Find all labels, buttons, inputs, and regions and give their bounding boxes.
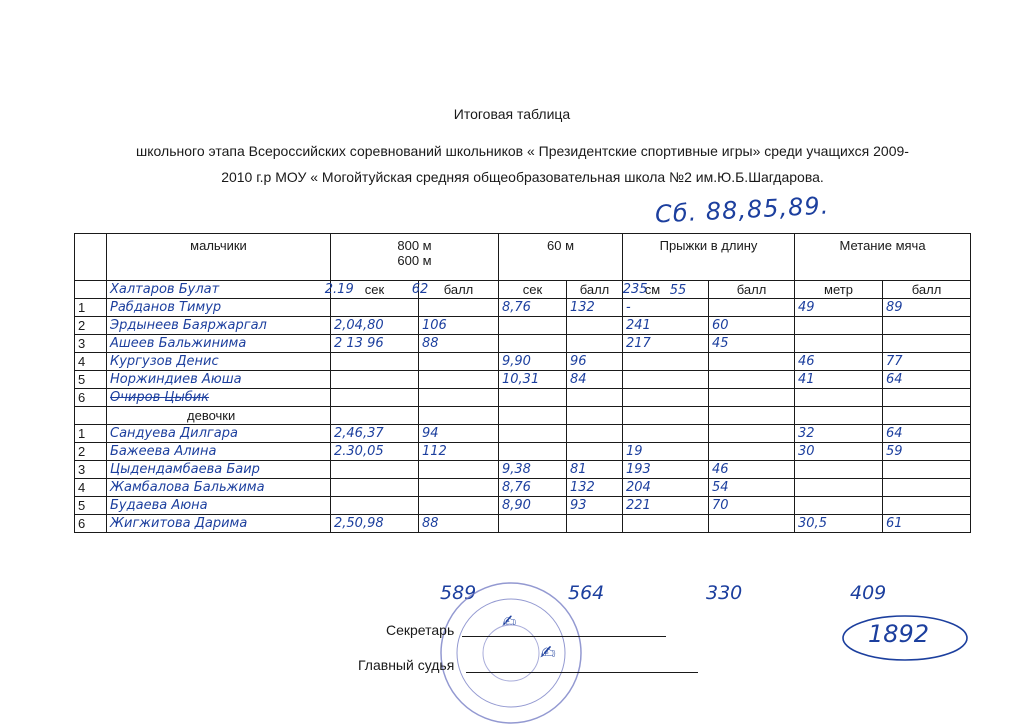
boys-row xyxy=(75,317,971,335)
header-run-800-line1: 800 м xyxy=(397,238,432,253)
row-number: 5 xyxy=(75,371,107,389)
throw-score-cell xyxy=(883,389,971,407)
throw-m-cell: 32 xyxy=(795,425,883,443)
run800-score-cell xyxy=(419,299,499,317)
jump-cm-cell: 204 xyxy=(623,479,709,497)
header-ball-throw: Метание мяча xyxy=(795,234,971,281)
throw-m-cell: 46 xyxy=(795,353,883,371)
row-number: 2 xyxy=(75,317,107,335)
run800-score-cell xyxy=(419,461,499,479)
student-name: Жигжитова Дарима xyxy=(107,515,331,533)
chief-judge-signature-line xyxy=(466,672,698,673)
throw-m-cell: 30,5 xyxy=(795,515,883,533)
run60-sec-cell xyxy=(499,515,567,533)
boy-extra-run800-score: 62 xyxy=(411,282,429,297)
jump-cm-cell xyxy=(623,389,709,407)
header-long-jump: Прыжки в длину xyxy=(623,234,795,281)
girls-rows xyxy=(75,425,971,533)
run800-sec-cell xyxy=(331,389,419,407)
run60-sec-cell: 8,76 xyxy=(499,299,567,317)
subheader-row xyxy=(75,281,971,299)
row-number: 2 xyxy=(75,443,107,461)
run60-score-cell xyxy=(567,389,623,407)
row-number: 4 xyxy=(75,353,107,371)
subheader-score-a-label: балл xyxy=(443,282,474,297)
jump-score-cell xyxy=(709,353,795,371)
student-name: Бажеева Алина xyxy=(107,443,331,461)
header-run-60: 60 м xyxy=(499,234,623,281)
throw-m-cell xyxy=(795,479,883,497)
total-throw: 409 xyxy=(850,582,887,604)
boy-extra-jump-score: 55 xyxy=(669,282,687,298)
run60-sec-cell xyxy=(499,389,567,407)
row-number: 3 xyxy=(75,335,107,353)
throw-score-cell: 61 xyxy=(883,515,971,533)
boys-row xyxy=(75,353,971,371)
girls-num-cell xyxy=(75,407,107,425)
student-name: Сандуева Дилгара xyxy=(107,425,331,443)
girls-label: девочки xyxy=(107,407,331,425)
throw-score-cell xyxy=(883,479,971,497)
school-stamp xyxy=(436,578,586,728)
subheader-meter: метр xyxy=(795,281,883,299)
run60-score-cell: 81 xyxy=(567,461,623,479)
throw-m-cell: 30 xyxy=(795,443,883,461)
handwritten-note: Сб. 88,85,89. xyxy=(654,191,830,229)
run800-sec-cell: 2 13 96 xyxy=(331,335,419,353)
subheader-cm-label: см xyxy=(644,281,661,297)
run60-sec-cell xyxy=(499,335,567,353)
chief-judge-signature: ✍ xyxy=(540,642,556,664)
girls-row xyxy=(75,515,971,533)
girls-row xyxy=(75,497,971,515)
jump-cm-cell: 217 xyxy=(623,335,709,353)
header-num-cell xyxy=(75,234,107,281)
student-name: Норжиндиев Аюша xyxy=(107,371,331,389)
subtitle-line-2: 2010 г.р МОУ « Могойтуйская средняя общеобразовательная школа №2 им.Ю.Б.Шагдарова. xyxy=(221,169,824,185)
jump-score-cell xyxy=(709,515,795,533)
run60-sec-cell: 8,90 xyxy=(499,497,567,515)
run60-sec-cell: 9,38 xyxy=(499,461,567,479)
throw-score-cell: 64 xyxy=(883,425,971,443)
student-name: Ашеев Бальжинима xyxy=(107,335,331,353)
header-run-800-line2: 600 м xyxy=(397,253,432,268)
run800-sec-cell xyxy=(331,461,419,479)
throw-score-cell xyxy=(883,335,971,353)
girls-row xyxy=(75,479,971,497)
run800-score-cell xyxy=(419,389,499,407)
row-number: 1 xyxy=(75,425,107,443)
run60-score-cell: 84 xyxy=(567,371,623,389)
girls-section-row xyxy=(75,407,971,425)
boys-row xyxy=(75,299,971,317)
jump-score-cell: 70 xyxy=(709,497,795,515)
throw-m-cell xyxy=(795,461,883,479)
jump-cm-cell: 221 xyxy=(623,497,709,515)
subheader-score-a xyxy=(411,281,499,299)
girls-row xyxy=(75,461,971,479)
run60-score-cell xyxy=(567,335,623,353)
throw-score-cell: 64 xyxy=(883,371,971,389)
boy-extra-jump-cm: 235 xyxy=(622,281,648,297)
subheader-sec-a-label: сек xyxy=(364,282,385,297)
jump-score-cell xyxy=(709,299,795,317)
run800-sec-cell: 2,04,80 xyxy=(331,317,419,335)
throw-m-cell xyxy=(795,335,883,353)
secretary-signature: ✍ xyxy=(502,612,517,632)
run800-score-cell xyxy=(419,353,499,371)
subheader-score-d: балл xyxy=(883,281,971,299)
header-row xyxy=(75,234,971,281)
jump-score-cell: 60 xyxy=(709,317,795,335)
student-name: Рабданов Тимур xyxy=(107,299,331,317)
student-name: Жамбалова Бальжима xyxy=(107,479,331,497)
run800-sec-cell xyxy=(331,299,419,317)
throw-m-cell: 41 xyxy=(795,371,883,389)
boy-name-cell: Халтаров Булат xyxy=(107,281,331,299)
subheader-cm xyxy=(623,281,709,299)
document-title: Итоговая таблица xyxy=(453,106,571,122)
total-run60: 564 xyxy=(568,582,605,604)
throw-m-cell xyxy=(795,317,883,335)
run60-sec-cell xyxy=(499,317,567,335)
jump-score-cell xyxy=(709,425,795,443)
jump-cm-cell: 19 xyxy=(623,443,709,461)
run60-score-cell xyxy=(567,443,623,461)
run800-sec-cell xyxy=(331,353,419,371)
throw-m-cell: 49 xyxy=(795,299,883,317)
run800-sec-cell xyxy=(331,371,419,389)
boys-row xyxy=(75,389,971,407)
boys-row xyxy=(75,335,971,353)
jump-cm-cell xyxy=(623,515,709,533)
run60-score-cell: 132 xyxy=(567,299,623,317)
boy-extra-run800-sec: 2.19 xyxy=(324,282,354,297)
total-run800: 589 xyxy=(440,582,477,604)
run60-score-cell: 93 xyxy=(567,497,623,515)
throw-score-cell: 89 xyxy=(883,299,971,317)
run60-score-cell xyxy=(567,425,623,443)
results-table xyxy=(74,233,971,533)
row-number: 6 xyxy=(75,515,107,533)
run800-score-cell: 94 xyxy=(419,425,499,443)
run800-score-cell xyxy=(419,497,499,515)
throw-score-cell xyxy=(883,317,971,335)
throw-m-cell xyxy=(795,389,883,407)
row-number: 6 xyxy=(75,389,107,407)
run60-score-cell xyxy=(567,317,623,335)
row-number: 3 xyxy=(75,461,107,479)
row-number: 1 xyxy=(75,299,107,317)
document-subtitle xyxy=(80,138,965,190)
secretary-label: Секретарь xyxy=(386,622,455,638)
run800-score-cell: 88 xyxy=(419,515,499,533)
row-number: 5 xyxy=(75,497,107,515)
run60-sec-cell: 8,76 xyxy=(499,479,567,497)
run60-sec-cell xyxy=(499,425,567,443)
run60-sec-cell xyxy=(499,443,567,461)
header-run-800 xyxy=(331,234,499,281)
student-name: Цыдендамбаева Баир xyxy=(107,461,331,479)
student-name: Эрдынеев Баяржаргал xyxy=(107,317,331,335)
jump-score-cell xyxy=(709,371,795,389)
subheader-sec-b: сек xyxy=(499,281,567,299)
student-name: Очиров Цыбик xyxy=(107,389,331,407)
student-name: Будаева Аюна xyxy=(107,497,331,515)
throw-score-cell xyxy=(883,461,971,479)
run60-score-cell xyxy=(567,515,623,533)
jump-score-cell: 54 xyxy=(709,479,795,497)
run800-score-cell: 88 xyxy=(419,335,499,353)
subheader-num-cell xyxy=(75,281,107,299)
jump-score-cell: 45 xyxy=(709,335,795,353)
throw-m-cell xyxy=(795,497,883,515)
subheader-sec-a xyxy=(324,281,419,299)
jump-score-cell xyxy=(709,389,795,407)
subheader-score-b: балл xyxy=(567,281,623,299)
student-name: Кургузов Денис xyxy=(107,353,331,371)
throw-score-cell: 77 xyxy=(883,353,971,371)
girls-row xyxy=(75,443,971,461)
jump-score-cell: 46 xyxy=(709,461,795,479)
throw-score-cell xyxy=(883,497,971,515)
run60-sec-cell: 9,90 xyxy=(499,353,567,371)
run800-score-cell xyxy=(419,371,499,389)
girls-row xyxy=(75,425,971,443)
run800-sec-cell: 2,46,37 xyxy=(331,425,419,443)
jump-cm-cell xyxy=(623,425,709,443)
jump-cm-cell xyxy=(623,353,709,371)
throw-score-cell: 59 xyxy=(883,443,971,461)
run800-score-cell: 112 xyxy=(419,443,499,461)
header-boys: мальчики xyxy=(107,234,331,281)
jump-cm-cell: 193 xyxy=(623,461,709,479)
jump-cm-cell xyxy=(623,371,709,389)
boys-rows xyxy=(75,299,971,407)
secretary-signature-line xyxy=(462,636,666,637)
chief-judge-label: Главный судья xyxy=(358,657,455,673)
row-number: 4 xyxy=(75,479,107,497)
jump-cm-cell: - xyxy=(623,299,709,317)
run800-sec-cell xyxy=(331,497,419,515)
grand-total: 1892 xyxy=(868,620,930,648)
run60-sec-cell: 10,31 xyxy=(499,371,567,389)
total-jump: 330 xyxy=(706,582,743,604)
jump-score-cell xyxy=(709,443,795,461)
jump-cm-cell: 241 xyxy=(623,317,709,335)
run800-sec-cell xyxy=(331,479,419,497)
run800-sec-cell: 2.30,05 xyxy=(331,443,419,461)
run800-score-cell xyxy=(419,479,499,497)
subtitle-line-1: школьного этапа Всероссийских соревнований школьников « Президентские спортивные игры» среди учащихся 2009- xyxy=(136,143,909,159)
run60-score-cell: 132 xyxy=(567,479,623,497)
run800-sec-cell: 2,50,98 xyxy=(331,515,419,533)
run60-score-cell: 96 xyxy=(567,353,623,371)
boys-row xyxy=(75,371,971,389)
run800-score-cell: 106 xyxy=(419,317,499,335)
subheader-score-c: балл xyxy=(709,281,795,299)
